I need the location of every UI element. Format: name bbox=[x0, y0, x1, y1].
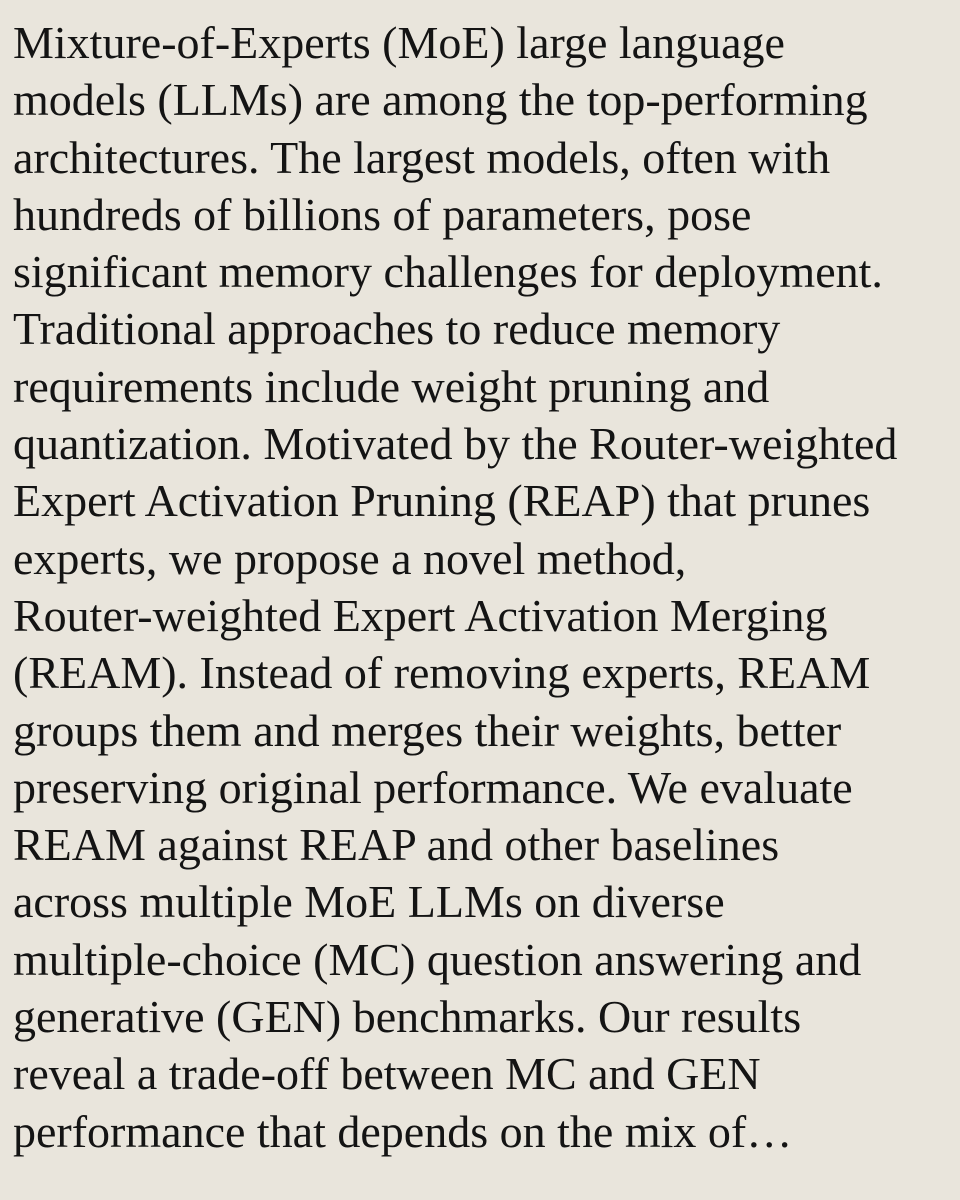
text-line: Router-weighted Expert Activation Merging bbox=[13, 589, 828, 641]
text-line: requirements include weight pruning and bbox=[13, 360, 770, 412]
text-line: groups them and merges their weights, better bbox=[13, 704, 842, 756]
text-line: multiple-choice (MC) question answering and bbox=[13, 933, 862, 985]
abstract-text bbox=[13, 14, 897, 1160]
text-line: models (LLMs) are among the top-performing bbox=[13, 74, 868, 126]
text-line: reveal a trade-off between MC and GEN bbox=[13, 1048, 761, 1100]
text-line: architectures. The largest models, often with bbox=[13, 131, 831, 183]
text-line: REAM against REAP and other baselines bbox=[13, 819, 780, 871]
text-line: experts, we propose a novel method, bbox=[13, 532, 687, 584]
text-line: (REAM). Instead of removing experts, REAM bbox=[13, 647, 871, 699]
text-line: significant memory challenges for deployment. bbox=[13, 246, 883, 298]
text-line: Mixture-of-Experts (MoE) large language bbox=[13, 17, 785, 68]
text-line: generative (GEN) benchmarks. Our results bbox=[13, 991, 802, 1043]
text-line: across multiple MoE LLMs on diverse bbox=[13, 876, 725, 928]
text-line: performance that depends on the mix of… bbox=[13, 1105, 793, 1157]
text-line: quantization. Motivated by the Router-weighted bbox=[13, 418, 898, 470]
text-line: Expert Activation Pruning (REAP) that prunes bbox=[13, 475, 871, 527]
text-line: Traditional approaches to reduce memory bbox=[13, 303, 781, 355]
text-line: hundreds of billions of parameters, pose bbox=[13, 188, 752, 240]
text-line: preserving original performance. We evaluate bbox=[13, 761, 853, 813]
